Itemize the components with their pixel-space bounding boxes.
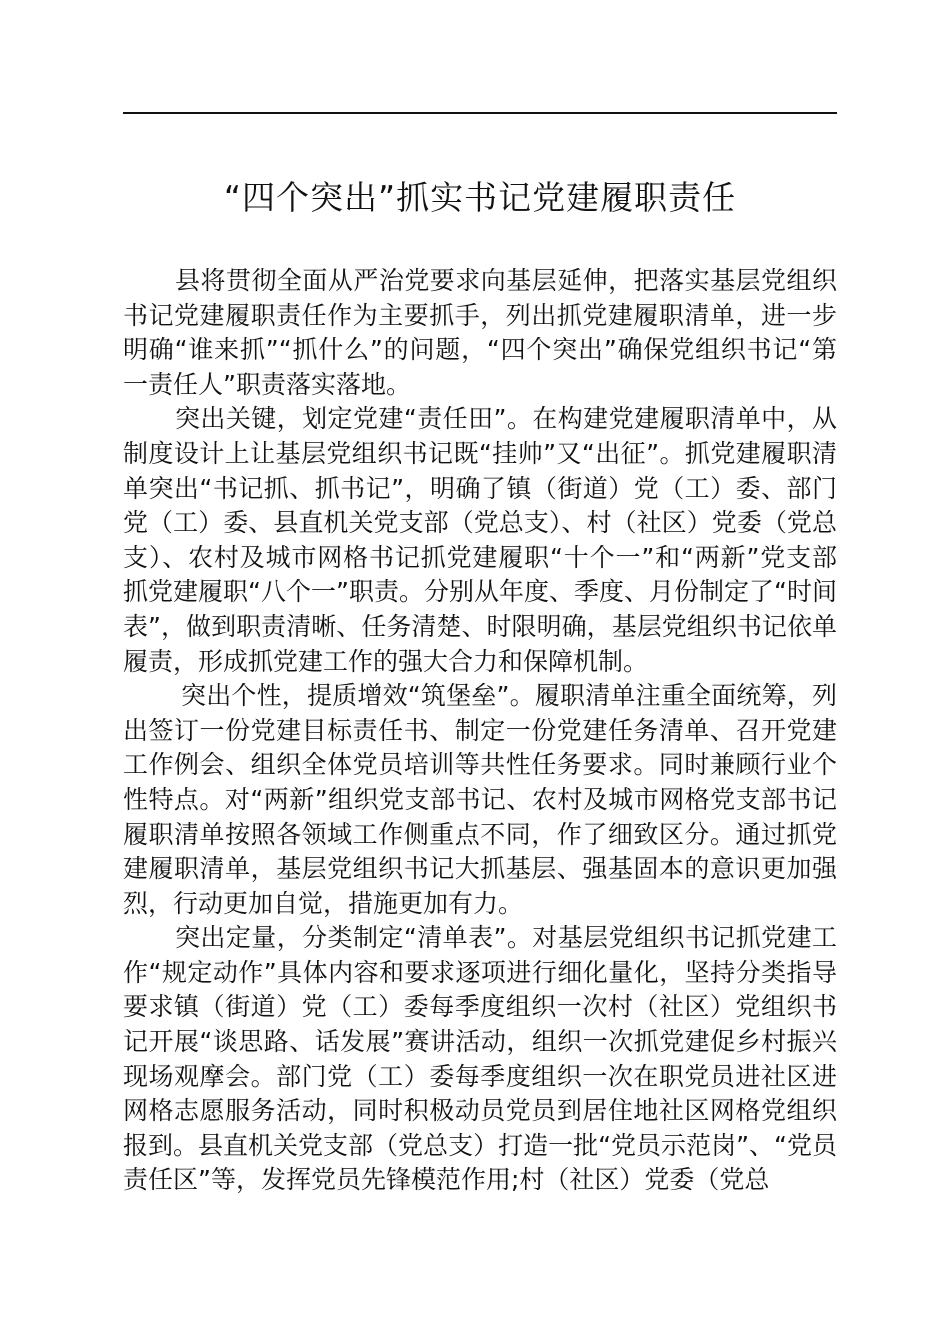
document-body <box>123 264 837 1198</box>
paragraph-quantification: 突出定量，分类制定“清单表”。对基层党组织书记抓党建工作“规定动作”具体内容和要求逐项进行细化量化，坚持分类指导要求镇（街道）党（工）委每季度组织一次村（社区）党组织书记开展“谈思路、话发展”赛讲活动，组织一次抓党建促乡村振兴现场观摩会。部门党（工）委每季度组织一次在职党员进社区进网格志愿服务活动，同时积极动员党员到居住地社区网格党组织报到。县直机关党支部（党总支）打造一批“党员示范岗”、“党员责任区”等，发挥党员先锋模范作用;村（社区）党委（党总 <box>123 923 837 1195</box>
document-title: “四个突出”抓实书记党建履职责任 <box>223 178 737 217</box>
paragraph-key-responsibility: 突出关键，划定党建“责任田”。在构建党建履职清单中，从制度设计上让基层党组织书记既“挂帅”又“出征”。抓党建履职清单突出“书记抓、抓书记”，明确了镇（街道）党（工）委、部门党（工）委、县直机关党支部（党总支）、村（社区）党委（党总支）、农村及城市网格书记抓党建履职“十个一”和“两新”党支部抓党建履职“八个一”职责。分别从年度、季度、月份制定了“时间表”，做到职责清晰、任务清楚、时限明确，基层党组织书记依单履责，形成抓党建工作的强大合力和保障机制。 <box>123 404 837 676</box>
paragraph-intro: 县将贯彻全面从严治党要求向基层延伸，把落实基层党组织书记党建履职责任作为主要抓手，列出抓党建履职清单，进一步明确“谁来抓”“抓什么”的问题，“四个突出”确保党组织书记“第一责任人”职责落实落地。 <box>123 266 837 399</box>
paragraph-individuality: 突出个性，提质增效“筑堡垒”。履职清单注重全面统筹，列出签订一份党建目标责任书、制定一份党建任务清单、召开党建工作例会、组织全体党员培训等共性任务要求。同时兼顾行业个性特点。对“两新”组织党支部书记、农村及城市网格党支部书记履职清单按照各领域工作侧重点不同，作了细致区分。通过抓党建履职清单，基层党组织书记大抓基层、强基固本的意识更加强烈，行动更加自觉，措施更加有力。 <box>123 681 837 918</box>
header-divider <box>123 112 837 114</box>
